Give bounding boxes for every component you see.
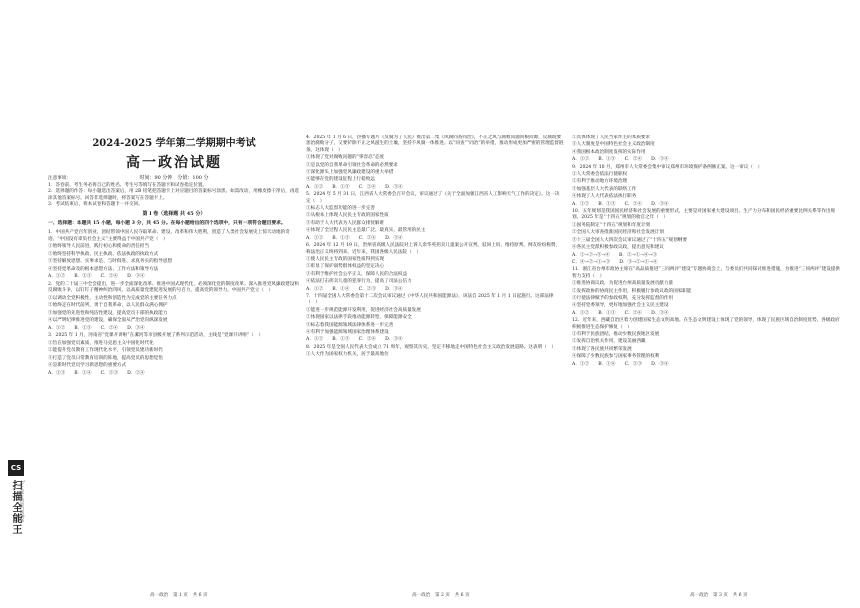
question-line: ③标志着我国能源领域法律体系进一步完善 bbox=[306, 322, 394, 328]
question-line: ②发挥自治机关作用，建设美丽西藏 bbox=[572, 339, 646, 345]
exam-notes bbox=[48, 176, 300, 226]
question-line: ②始终坚持科学执政、民主执政、依法执政的执政方式 bbox=[48, 251, 159, 257]
part-title: 一、选择题：本题共 15 小题，每小题 3 分，共 45 分。在每小题给出的四个选项中，只有一项符合题目要求。 bbox=[48, 219, 286, 226]
question-line: ④体现了全过程人民民主是最广泛、最真实、最管用的民主 bbox=[306, 228, 426, 234]
question-line: ①人大常委会依法行使职权 bbox=[572, 172, 628, 178]
section-title: 第 I 卷（选择题 共 45 分） bbox=[142, 210, 206, 217]
question-line: A．①→②→③→④ B．②→①→④→③ bbox=[572, 252, 657, 258]
question-line: ②发挥政协的协商民主作用，积极履行参政议政的国家职能 bbox=[572, 288, 692, 294]
question-line: ④坚持党委领导，更好地加强社会主义民主建设 bbox=[572, 303, 669, 309]
question-line: ③有利于维护社会公平正义，保障人民的合法权益 bbox=[306, 271, 408, 277]
exam-subject: 高一政治试题 bbox=[126, 155, 222, 171]
question-line: ④各民主党派积极参政议政，提出意见和建议 bbox=[572, 245, 664, 251]
question-line: C．④→②→①→③ D．③→②→①→④ bbox=[572, 259, 658, 265]
question-line: ①人大作为国家权力机关，居于最高地位 bbox=[306, 352, 389, 358]
question-line: 6．2024 年 12 月 19 日，贵州省高级人民法院对上诉人余华英拐卖儿童案公开宣判，驳回上诉，维持原判。网友纷纷称赞，称法治正义终将到来。近年来，我国各级人民法院（ ） bbox=[306, 243, 561, 255]
question-line: ①有利于民族团结，推动少数民族地区发展 bbox=[572, 331, 660, 337]
question-line: A．①② B．①③ C．②④ D．③④ bbox=[306, 337, 403, 343]
question-line: ③坚持解放思想、实事求是、与时俱进、求真务实的指导思想 bbox=[48, 259, 173, 264]
question-line: 3．2025 年 1 月，河南省“党课开讲啦”在漯河等市县级开展了系列示范活动，主线是“党课开讲啦”（ ） bbox=[48, 333, 264, 338]
note-item: 2．选择题的作答：每小题选出答案后，用 2B 铅笔把答题卡上对应题目的答案标号涂黑。如需改动，用橡皮擦干净后，再选涂其他答案标号。回答非选择题时，将答案写在答题卡上。 bbox=[48, 189, 300, 201]
question-line: A．①② B．①③ C．②④ D．③④ bbox=[572, 310, 669, 316]
question-line: A．①② B．①③ C．②④ D．③④ bbox=[48, 274, 145, 279]
exam-title: 2024-2025 学年第二学期期中考试 bbox=[92, 138, 256, 149]
question-line: 7．十四届全国人大常委会第十二次会议审议通过《中华人民共和国能源法》，该法自 2025 年 1 月 1 日起施行。这部法律（ ） bbox=[306, 293, 554, 306]
question-line: ①推进协商议政，为促进台州高质量发展贡献力量 bbox=[572, 281, 674, 287]
question-line: ④坚持党革命及的根本思想方法、工作方法和领导方法 bbox=[48, 266, 159, 272]
question-line: ①标志人大监督功能的进一步完善 bbox=[306, 206, 375, 212]
scanner-app-name: 扫描全能王 bbox=[10, 480, 21, 535]
question-line: ③行使法律赋予的参政权利，充分发挥监督的作用 bbox=[572, 295, 674, 301]
question-line: A．①② B．①③ C．②④ D．③④ bbox=[572, 157, 669, 163]
page-footer-2: 高一政治 第 2 页 共 6 页 bbox=[412, 593, 470, 598]
scanner-tagline: 3亿人都在用的扫描App bbox=[20, 480, 25, 523]
exam-header bbox=[48, 128, 300, 181]
question-line: ③有助于人大代表为人民群众排忧解难 bbox=[306, 220, 385, 226]
question-line: ②全国人大审查批准国民经济和社会发展计划 bbox=[572, 230, 664, 236]
question-line: ③人大制度是中国特色社会主义政治制度 bbox=[572, 142, 655, 148]
question-line: 5．2024 年 5 月 31 日，江西省人大常委会召开会议，审议通过了《关于全面加强江西省人工影响天气工作的决定》。这一决定（ ） bbox=[306, 192, 560, 204]
question-line: ②有利于推动地方环境治理 bbox=[572, 179, 628, 185]
question-line: A．①② B．①③ C．②④ D．③④ bbox=[572, 201, 669, 207]
question-line: A．①② B．①④ C．②③ D．③④ bbox=[572, 361, 669, 367]
question-line: A．①② B．①③ C．②④ D．③④ bbox=[306, 235, 403, 241]
note-item: 3．考试结束后，将本试卷和答题卡一并交回。 bbox=[48, 202, 143, 208]
question-line: ①国务院制定“十四五”规划和年度计划 bbox=[572, 222, 651, 228]
question-line: 10．五年规划是我国国民经济和社会发展的重要形式，主要是对国家重大建设项目、生产力分布和国民经济重要比例关系等作出规划。2025 年是“十四五”规划的收官之年（ ） bbox=[572, 209, 836, 221]
question-line: ②具体体现了人民当家作主的本质要求 bbox=[572, 135, 651, 140]
question-line: ②能提升党员教育工作现代化水平，引领党员建功新时代 bbox=[48, 348, 163, 353]
question-line: 9．2024 年 10 月，郑州市人大常委会集中审议郑州市环境保护条例修正案。这一审议（ ） bbox=[572, 164, 763, 170]
page-footer-1: 高一政治 第 1 页 共 6 页 bbox=[150, 593, 208, 598]
question-line: 1．中国共产党百年创业，团结带领中国人民夺取革命、建设、改革和伟大胜利，创造了人类社会发展史上惊天动地的奇迹。“中国没有辜负社会主义”主要得益于中国共产党（ ） bbox=[48, 230, 290, 242]
column-1-questions bbox=[48, 230, 300, 378]
question-line: 4．2025 年 1 月 6 日，热播专题片《反腐为了人民》推出第二集《风腐同查同治》，不正之风与腐败问题同根同源，反腐既要惩治腐败分子，又要铲除不正之风滋生的土壤，坚持不风腐一体推进。以“同查”“同治”的举措，推动形成更加严密的管理监督链条。这体现（ ） bbox=[306, 135, 564, 153]
question-line: ①以调动全党积极性、主动性和创造性为完成党的主要任务力点 bbox=[48, 295, 177, 301]
question-line: ③十三届全国人大四次会议审议通过了“十四五”规划纲要 bbox=[572, 237, 687, 243]
question-line: ③打造了党员日常教育培训的阵地，提高党员的思想觉悟 bbox=[48, 355, 163, 361]
question-line: ④以严明纪律推进党的建设，确保全面从严治党向纵深发展 bbox=[48, 318, 168, 323]
question-line: 8．2025 年是全国人民代表大会成立 71 周年，观察其历史，坚定不移地走中国特色社会主义政治发展道路。这表明（ ） bbox=[306, 344, 556, 350]
page-footer-3: 高一政治 第 3 页 共 6 页 bbox=[690, 593, 748, 598]
question-line: ②体现国家以法律手段推动能源转型，保障能源安全 bbox=[306, 315, 412, 321]
question-line: 11．浙江省台州市政协主席在“高品质推进“三同两评”建设”专题协商会上，与委员们共同探讨推进措施，为推进“三同两评”建设提供智力支持（ ） bbox=[572, 267, 841, 279]
question-line: ④有利于加强能源领域国家治理体系建设 bbox=[306, 329, 389, 335]
question-line: ③加强党的先进性和纯洁性建设，提高党员干部的执政能力 bbox=[48, 310, 168, 316]
question-line: A．①② B．①③ C．②④ D．③④ bbox=[48, 325, 145, 331]
notes-heading: 注意事项： bbox=[48, 176, 71, 181]
question-line: ④保障了少数民族参与国家事务管理的权利 bbox=[572, 354, 660, 360]
question-line: ②彰显了保护弱势群体权益的坚定决心 bbox=[306, 264, 385, 270]
question-line: ①始终领导人民前进，践行初心和使命的责任担当 bbox=[48, 244, 150, 249]
question-line: ③加强基层人大代表的联络工作 bbox=[572, 186, 637, 192]
question-line: 2．党的二十届三中全会提出，进一步全面深化改革、推进中国式现代化，必须深化党的制度改革。深入推进党风廉政建设和反腐败斗争，以钉钉子精神纠治四风，以高质量党建促进发展的号召力，提高党的领导力。中国共产党立（ ） bbox=[48, 281, 299, 293]
exam-meta: 时间：90 分钟 分值：100 分 bbox=[139, 175, 209, 181]
question-line: ①旨在加强党员素质，推进马克思主义中国化时代化 bbox=[48, 340, 154, 346]
question-line: ④是新时代党员学习新思想的重要方式 bbox=[48, 363, 127, 368]
question-line: A．①② B．①④ C．②③ D．③④ bbox=[306, 286, 403, 292]
question-line: ①能进一步规范能源开发利用，促进经济社会高质量发展 bbox=[306, 307, 421, 313]
question-line: ①使人民民主专政的国家性质得到实现 bbox=[306, 256, 385, 262]
question-line: ②始终走在时代前列，勇于自我革命，以人民群众满心拥护 bbox=[48, 303, 168, 308]
scanner-watermark bbox=[6, 460, 26, 600]
camscanner-logo-icon: CS bbox=[8, 460, 24, 476]
question-line: ④体现了人大代表依法执行职务 bbox=[572, 194, 637, 200]
question-line: 12．近年来，西藏自治区着力创建国家生态文明高地。在生态文明建设上体现了党的领导，体现了民族区域自治制度优势，各级政府积极推进生态保护修复（ ） bbox=[572, 318, 840, 330]
question-line: ②从根本上体现人民民主专政的国家性质 bbox=[306, 213, 389, 219]
question-line: ④能够在党的建设征程上行稳致远 bbox=[306, 177, 375, 183]
question-line: ③深化源头上加强党风廉政建设的重大举措 bbox=[306, 170, 394, 176]
question-line: ④依法打击拐卖儿童的犯罪行为，提高了司法公信力 bbox=[306, 279, 412, 285]
question-line: A．①③ B．①④ C．②③ D．②④ bbox=[48, 370, 145, 376]
column-3-questions bbox=[572, 135, 842, 585]
question-line: ①体现了党对腐败问题的“零容忍”态度 bbox=[306, 155, 385, 161]
column-2-questions bbox=[306, 135, 564, 585]
question-line: ②是以党的自我革命引领社会革命的必然要求 bbox=[306, 162, 398, 168]
question-line: A．①② B．①③ C．②④ D．③④ bbox=[306, 184, 403, 190]
question-line: ④我国根本政治制度发挥的实际作用 bbox=[572, 149, 646, 155]
note-item: 1．答卷前，考生务必将自己的姓名、考生号等填写在答题卡和试卷指定位置。 bbox=[48, 182, 208, 188]
question-line: ③体现了各民族共同繁荣发展 bbox=[572, 346, 632, 352]
